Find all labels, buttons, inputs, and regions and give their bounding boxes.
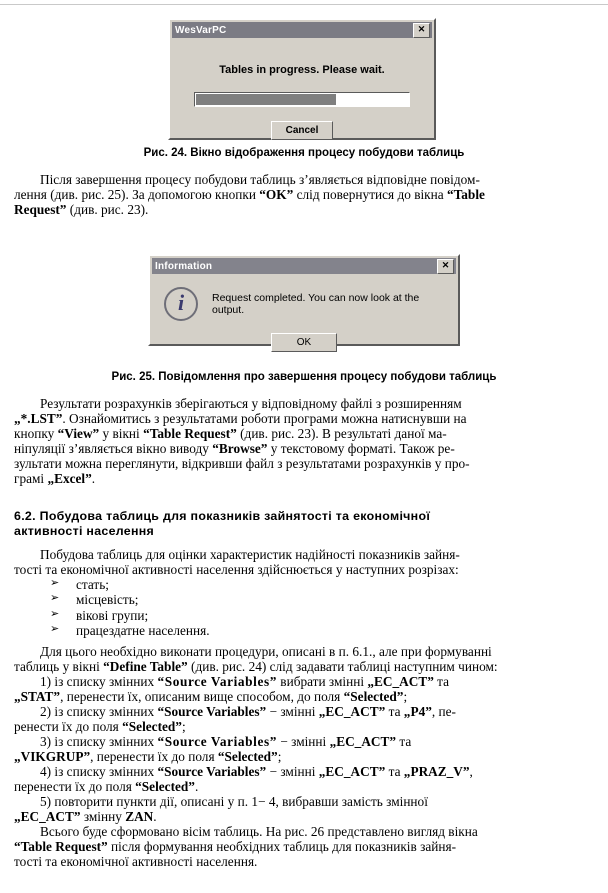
procedure-steps bbox=[14, 644, 594, 869]
source-variables-ref: “Source Variables” bbox=[157, 764, 267, 780]
dialog-message: Request completed. You can now look at the output. bbox=[212, 292, 420, 316]
table-request-ref: “Table Request” bbox=[143, 426, 237, 442]
selected-field-ref: “Selected” bbox=[217, 749, 278, 765]
variable-praz-v: „PRAZ_V” bbox=[403, 764, 470, 780]
paragraph-line: ніпуляції з’являється вікно виводу “Browse” у текстовому форматі. Також ре- bbox=[14, 441, 455, 457]
dialog-button-row bbox=[170, 120, 434, 140]
list-item-label: стать; bbox=[76, 577, 110, 593]
paragraph-line: зультати можна переглянути, відкривши файл з результатами розрахунків у про- bbox=[14, 456, 470, 472]
paragraph-after-fig24 bbox=[14, 172, 594, 217]
source-variables-ref: “Source Variables” bbox=[157, 704, 267, 720]
dialog-message-row bbox=[150, 274, 458, 321]
list-item-label: місцевість; bbox=[76, 592, 139, 608]
step-5-cont: „EC_ACT” змінну ZAN. bbox=[14, 809, 157, 825]
define-table-ref: “Define Table” bbox=[103, 659, 188, 675]
heading-line: активності населення bbox=[14, 523, 155, 538]
paragraph-sections-list bbox=[14, 547, 594, 639]
heading-line: 6.2. Побудова таблиць для показників зайнятості та економічної bbox=[14, 509, 431, 523]
cancel-button[interactable]: Cancel bbox=[271, 121, 333, 140]
paragraph-line: “Table Request” після формування необхідних таблиць для показників зайня- bbox=[14, 839, 457, 855]
step-2-cont: ренести їх до поля “Selected”; bbox=[14, 719, 186, 735]
paragraph-line: кнопку “View” у вікні “Table Request” (див. рис. 23). В результаті даної ма- bbox=[14, 426, 447, 442]
variable-ec-act: „EC_ACT” bbox=[318, 704, 386, 720]
arrow-bullet-icon: ➢ bbox=[50, 622, 60, 636]
list-item bbox=[14, 608, 594, 623]
dialog-title-text: WesVarPC bbox=[175, 24, 227, 36]
dialog-button-row bbox=[150, 332, 458, 352]
wesvarpc-progress-dialog[interactable] bbox=[168, 18, 436, 140]
table-request-ref: “Table Request” bbox=[14, 839, 108, 855]
paragraph-line: „*.LST”. Ознайомитись з результатами роботи програми можна натиснувши на bbox=[14, 411, 467, 427]
dialog-title-text: Information bbox=[155, 260, 213, 272]
paragraph-line: Після завершення процесу побудови таблиць з’являється відповідне повідом- bbox=[40, 172, 480, 187]
bullet-list bbox=[14, 577, 594, 639]
list-item-label: працездатне населення. bbox=[76, 623, 210, 639]
source-variables-ref: “Source Variables” bbox=[157, 734, 277, 750]
dialog-title-bar bbox=[152, 258, 456, 274]
step-5: 5) повторити пункти дії, описані у п. 1− 4, вибравши замість змінної bbox=[40, 794, 428, 810]
section-heading-6-2 bbox=[14, 509, 594, 539]
arrow-bullet-icon: ➢ bbox=[50, 576, 60, 590]
step-2: 2) із списку змінних “Source Variables” − змінні „EC_ACT” та „P4”, пе- bbox=[40, 704, 456, 720]
step-3: 3) із списку змінних “Source Variables” − змінні „EC_ACT” та bbox=[40, 734, 412, 750]
selected-field-ref: “Selected” bbox=[343, 689, 404, 705]
list-item bbox=[14, 592, 594, 607]
excel-ref: „Excel” bbox=[47, 471, 92, 487]
ok-button[interactable]: OK bbox=[271, 333, 337, 352]
paragraph-line: таблиць у вікні “Define Table” (див. рис. 24) слід задавати таблиці наступним чином: bbox=[14, 659, 498, 675]
variable-p4: „P4” bbox=[403, 704, 432, 720]
page-top-rule bbox=[0, 4, 608, 5]
view-button-ref: “View” bbox=[57, 426, 100, 442]
variable-ec-act: „EC_ACT” bbox=[329, 734, 397, 750]
paragraph-line: Request” (див. рис. 23). bbox=[14, 202, 149, 218]
step-1-cont: „STAT”, перенести їх, описаним вище способом, до поля “Selected”; bbox=[14, 689, 408, 705]
close-icon[interactable]: ✕ bbox=[437, 259, 454, 274]
progress-bar bbox=[194, 92, 410, 107]
dialog-body bbox=[150, 274, 458, 352]
list-item-label: вікові групи; bbox=[76, 607, 149, 623]
lst-extension-ref: „*.LST” bbox=[14, 411, 63, 427]
figure-24-caption: Рис. 24. Вікно відображення процесу побудови таблиць bbox=[143, 147, 465, 159]
paragraph-line: лення (див. рис. 25). За допомогою кнопки “OK” слід повернутися до вікна “Table bbox=[14, 187, 485, 203]
variable-zan: ZAN bbox=[125, 809, 154, 825]
step-3-cont: „VIKGRUP”, перенести їх до поля “Selected”; bbox=[14, 749, 282, 765]
variable-stat: „STAT” bbox=[14, 689, 61, 705]
dialog-body bbox=[170, 64, 434, 140]
selected-field-ref: “Selected” bbox=[135, 779, 195, 795]
table-request-ref: “Table bbox=[446, 187, 485, 203]
variable-ec-act: „EC_ACT” bbox=[367, 674, 434, 690]
progress-fill bbox=[196, 94, 336, 105]
ok-button-ref: “OK” bbox=[259, 187, 294, 203]
paragraph-line: Результати розрахунків зберігаються у відповідному файлі з розширенням bbox=[40, 396, 462, 411]
arrow-bullet-icon: ➢ bbox=[50, 606, 60, 620]
step-1: 1) із списку змінних “Source Variables” вибрати змінні „EC_ACT” та bbox=[40, 674, 450, 690]
arrow-bullet-icon: ➢ bbox=[50, 591, 60, 605]
step-4-cont: перенести їх до поля “Selected”. bbox=[14, 779, 199, 795]
paragraph-line: Побудова таблиць для оцінки характеристик надійності показників зайня- bbox=[40, 547, 460, 562]
variable-ec-act: „EC_ACT” bbox=[318, 764, 386, 780]
list-item bbox=[14, 623, 594, 638]
progress-message: Tables in progress. Please wait. bbox=[219, 64, 385, 76]
figure-25-caption: Рис. 25. Повідомлення про завершення процесу побудови таблиць bbox=[111, 371, 497, 383]
variable-vikgrup: „VIKGRUP” bbox=[14, 749, 91, 765]
information-icon: i bbox=[164, 287, 198, 321]
paragraph-results bbox=[14, 396, 594, 486]
paragraph-line: Всього буде сформовано вісім таблиць. На рис. 26 представлено вигляд вікна bbox=[40, 824, 478, 840]
browse-window-ref: “Browse” bbox=[212, 441, 268, 457]
paragraph-line: тості та економічної активності населення здійснюється у наступних розрізах: bbox=[14, 562, 459, 578]
paragraph-line: Для цього необхідно виконати процедури, описані в п. 6.1., але при формуванні bbox=[40, 644, 492, 659]
step-4: 4) із списку змінних “Source Variables” − змінні „EC_ACT” та „PRAZ_V”, bbox=[40, 764, 473, 780]
paragraph-line: грамі „Excel”. bbox=[14, 471, 96, 487]
list-item bbox=[14, 577, 594, 592]
dialog-title-bar bbox=[172, 22, 432, 38]
information-dialog[interactable] bbox=[148, 254, 460, 346]
paragraph-line: тості та економічної активності населення. bbox=[14, 854, 258, 870]
progress-track bbox=[194, 92, 410, 107]
selected-field-ref: “Selected” bbox=[122, 719, 182, 735]
close-icon[interactable]: ✕ bbox=[413, 23, 430, 38]
source-variables-ref: “Source Variables” bbox=[157, 674, 277, 690]
variable-ec-act: „EC_ACT” bbox=[14, 809, 81, 825]
